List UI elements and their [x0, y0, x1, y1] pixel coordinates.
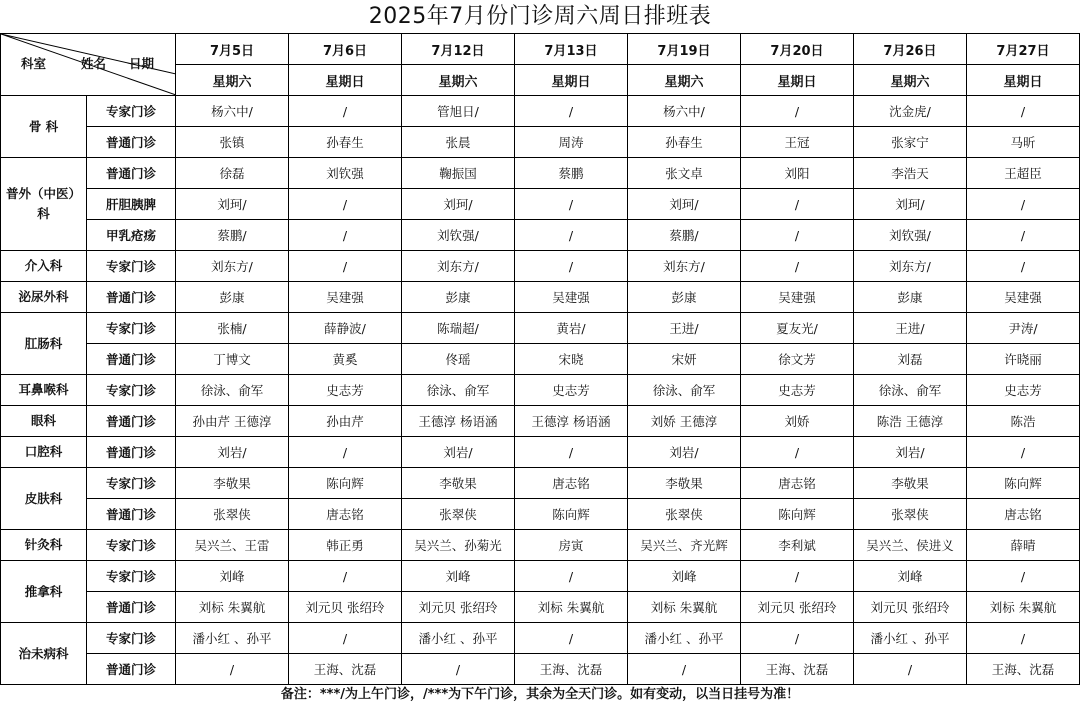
doctor-cell: 王海、沈磊 — [515, 654, 628, 685]
date-header: 7月27日 — [967, 34, 1080, 65]
doctor-cell: 史志芳 — [967, 375, 1080, 406]
table-row — [1, 251, 1080, 282]
doctor-cell: 王海、沈磊 — [289, 654, 402, 685]
doctor-cell: 薛静波/ — [289, 313, 402, 344]
clinic-type-cell: 专家门诊 — [87, 468, 176, 499]
doctor-cell: 韩正勇 — [289, 530, 402, 561]
department-cell: 耳鼻喉科 — [1, 375, 87, 406]
weekday-header: 星期六 — [628, 65, 741, 96]
doctor-cell: 史志芳 — [289, 375, 402, 406]
doctor-cell: 史志芳 — [741, 375, 854, 406]
doctor-cell: 尹涛/ — [967, 313, 1080, 344]
doctor-cell: 刘钦强/ — [402, 220, 515, 251]
doctor-cell: 徐磊 — [176, 158, 289, 189]
doctor-cell: 刘东方/ — [628, 251, 741, 282]
doctor-cell: 刘标 朱翼航 — [176, 592, 289, 623]
doctor-cell: 张家宁 — [854, 127, 967, 158]
doctor-cell: / — [515, 251, 628, 282]
doctor-cell: 李敬果 — [402, 468, 515, 499]
doctor-cell: / — [289, 220, 402, 251]
doctor-cell: 刘珂/ — [854, 189, 967, 220]
doctor-cell: 徐泳、俞军 — [628, 375, 741, 406]
weekday-header: 星期日 — [741, 65, 854, 96]
clinic-type-cell: 专家门诊 — [87, 561, 176, 592]
doctor-cell: 刘娇 王德淳 — [628, 406, 741, 437]
doctor-cell: 丁博文 — [176, 344, 289, 375]
doctor-cell: 张翠侠 — [402, 499, 515, 530]
doctor-cell: 彭康 — [628, 282, 741, 313]
weekday-header: 星期六 — [402, 65, 515, 96]
department-cell: 眼科 — [1, 406, 87, 437]
doctor-cell: 李利斌 — [741, 530, 854, 561]
doctor-cell: 李浩天 — [854, 158, 967, 189]
table-row — [1, 592, 1080, 623]
doctor-cell: 刘娇 — [741, 406, 854, 437]
doctor-cell: 陈向辉 — [515, 499, 628, 530]
weekday-header: 星期六 — [854, 65, 967, 96]
corner-date-label: 日期 — [129, 56, 155, 71]
table-row — [1, 468, 1080, 499]
date-header: 7月12日 — [402, 34, 515, 65]
doctor-cell: 王海、沈磊 — [741, 654, 854, 685]
doctor-cell: / — [741, 220, 854, 251]
doctor-cell: 张翠侠 — [854, 499, 967, 530]
department-cell: 治未病科 — [1, 623, 87, 685]
doctor-cell: 刘岩/ — [402, 437, 515, 468]
doctor-cell: 沈金虎/ — [854, 96, 967, 127]
doctor-cell: / — [628, 654, 741, 685]
clinic-type-cell: 普通门诊 — [87, 499, 176, 530]
doctor-cell: 刘阳 — [741, 158, 854, 189]
table-row — [1, 437, 1080, 468]
doctor-cell: 彭康 — [854, 282, 967, 313]
department-cell: 骨 科 — [1, 96, 87, 158]
corner-header — [1, 34, 176, 96]
doctor-cell: 刘东方/ — [854, 251, 967, 282]
doctor-cell: 陈向辉 — [741, 499, 854, 530]
doctor-cell: 刘东方/ — [402, 251, 515, 282]
doctor-cell: / — [967, 437, 1080, 468]
doctor-cell: 彭康 — [402, 282, 515, 313]
date-header: 7月20日 — [741, 34, 854, 65]
schedule-body — [1, 34, 1080, 685]
doctor-cell: 陈向辉 — [967, 468, 1080, 499]
doctor-cell: 吴兴兰、孙菊光 — [402, 530, 515, 561]
doctor-cell: 王海、沈磊 — [967, 654, 1080, 685]
doctor-cell: 蔡鹏 — [515, 158, 628, 189]
doctor-cell: / — [967, 623, 1080, 654]
doctor-cell: 陈浩 王德淳 — [854, 406, 967, 437]
doctor-cell: 宋妍 — [628, 344, 741, 375]
doctor-cell: 佟瑶 — [402, 344, 515, 375]
doctor-cell: 刘元贝 张绍玲 — [741, 592, 854, 623]
doctor-cell: / — [741, 623, 854, 654]
doctor-cell: / — [289, 189, 402, 220]
doctor-cell: 张楠/ — [176, 313, 289, 344]
weekday-header: 星期日 — [289, 65, 402, 96]
doctor-cell: 刘峰 — [402, 561, 515, 592]
doctor-cell: / — [741, 437, 854, 468]
doctor-cell: 刘元贝 张绍玲 — [402, 592, 515, 623]
doctor-cell: 鞠振国 — [402, 158, 515, 189]
corner-dept-label: 科室 — [21, 56, 47, 71]
doctor-cell: / — [289, 251, 402, 282]
doctor-cell: 唐志铭 — [967, 499, 1080, 530]
table-row — [1, 127, 1080, 158]
doctor-cell: 刘元贝 张绍玲 — [854, 592, 967, 623]
doctor-cell: / — [967, 96, 1080, 127]
doctor-cell: 杨六中/ — [176, 96, 289, 127]
department-cell: 介入科 — [1, 251, 87, 282]
header-row-dates — [1, 34, 1080, 65]
weekday-header: 星期六 — [176, 65, 289, 96]
doctor-cell: 刘峰 — [176, 561, 289, 592]
doctor-cell: 刘磊 — [854, 344, 967, 375]
table-row — [1, 220, 1080, 251]
doctor-cell: / — [289, 96, 402, 127]
doctor-cell: / — [967, 251, 1080, 282]
doctor-cell: 唐志铭 — [289, 499, 402, 530]
clinic-type-cell: 专家门诊 — [87, 623, 176, 654]
clinic-type-cell: 普通门诊 — [87, 437, 176, 468]
table-row — [1, 406, 1080, 437]
doctor-cell: 王超臣 — [967, 158, 1080, 189]
doctor-cell: 吴兴兰、王雷 — [176, 530, 289, 561]
doctor-cell: / — [741, 251, 854, 282]
doctor-cell: 徐泳、俞军 — [854, 375, 967, 406]
doctor-cell: 陈浩 — [967, 406, 1080, 437]
weekday-header: 星期日 — [967, 65, 1080, 96]
doctor-cell: / — [967, 561, 1080, 592]
doctor-cell: 潘小红 、孙平 — [176, 623, 289, 654]
page-title: 2025年7月份门诊周六周日排班表 — [368, 4, 712, 29]
doctor-cell: 史志芳 — [515, 375, 628, 406]
clinic-type-cell: 普通门诊 — [87, 344, 176, 375]
doctor-cell: 刘峰 — [628, 561, 741, 592]
table-row — [1, 654, 1080, 685]
doctor-cell: / — [854, 654, 967, 685]
doctor-cell: 薛晴 — [967, 530, 1080, 561]
doctor-cell: 刘岩/ — [854, 437, 967, 468]
clinic-type-cell: 普通门诊 — [87, 654, 176, 685]
doctor-cell: / — [515, 561, 628, 592]
doctor-cell: 陈瑞超/ — [402, 313, 515, 344]
clinic-type-cell: 普通门诊 — [87, 406, 176, 437]
doctor-cell: / — [967, 220, 1080, 251]
doctor-cell: 唐志铭 — [741, 468, 854, 499]
doctor-cell: / — [741, 189, 854, 220]
table-row — [1, 158, 1080, 189]
doctor-cell: 马昕 — [967, 127, 1080, 158]
date-header: 7月26日 — [854, 34, 967, 65]
doctor-cell: 王进/ — [628, 313, 741, 344]
doctor-cell: 张翠侠 — [176, 499, 289, 530]
doctor-cell: 吴建强 — [967, 282, 1080, 313]
doctor-cell: 夏友光/ — [741, 313, 854, 344]
clinic-type-cell: 普通门诊 — [87, 127, 176, 158]
table-row — [1, 189, 1080, 220]
clinic-type-cell: 专家门诊 — [87, 530, 176, 561]
doctor-cell: 许晓丽 — [967, 344, 1080, 375]
footnote: 备注：***/为上午门诊，/***为下午门诊，其余为全天门诊。如有变动，以当日挂号为准！ — [280, 687, 800, 702]
department-cell: 针灸科 — [1, 530, 87, 561]
table-row — [1, 313, 1080, 344]
doctor-cell: 吴兴兰、侯进义 — [854, 530, 967, 561]
clinic-type-cell: 专家门诊 — [87, 96, 176, 127]
doctor-cell: 杨六中/ — [628, 96, 741, 127]
doctor-cell: / — [741, 96, 854, 127]
doctor-cell: 张翠侠 — [628, 499, 741, 530]
doctor-cell: 潘小红 、孙平 — [402, 623, 515, 654]
clinic-type-cell: 专家门诊 — [87, 251, 176, 282]
table-row — [1, 561, 1080, 592]
doctor-cell: 潘小红 、孙平 — [628, 623, 741, 654]
doctor-cell: 吴兴兰、齐光辉 — [628, 530, 741, 561]
doctor-cell: 徐文芳 — [741, 344, 854, 375]
doctor-cell: / — [515, 96, 628, 127]
department-cell: 推拿科 — [1, 561, 87, 623]
doctor-cell: 徐泳、俞军 — [402, 375, 515, 406]
doctor-cell: 蔡鹏/ — [176, 220, 289, 251]
doctor-cell: 张镇 — [176, 127, 289, 158]
doctor-cell: 徐泳、俞军 — [176, 375, 289, 406]
doctor-cell: 刘标 朱翼航 — [515, 592, 628, 623]
doctor-cell: 吴建强 — [289, 282, 402, 313]
weekday-header: 星期日 — [515, 65, 628, 96]
doctor-cell: / — [515, 189, 628, 220]
doctor-cell: / — [289, 561, 402, 592]
department-cell: 肛肠科 — [1, 313, 87, 375]
corner-name-label: 姓名 — [81, 56, 107, 71]
clinic-type-cell: 专家门诊 — [87, 375, 176, 406]
doctor-cell: 刘珂/ — [176, 189, 289, 220]
doctor-cell: 陈向辉 — [289, 468, 402, 499]
doctor-cell: / — [515, 220, 628, 251]
table-row — [1, 96, 1080, 127]
doctor-cell: 黄奚 — [289, 344, 402, 375]
department-cell: 皮肤科 — [1, 468, 87, 530]
clinic-type-cell: 普通门诊 — [87, 158, 176, 189]
doctor-cell: 宋晓 — [515, 344, 628, 375]
doctor-cell: 孙春生 — [628, 127, 741, 158]
doctor-cell: / — [402, 654, 515, 685]
date-header: 7月6日 — [289, 34, 402, 65]
doctor-cell: 王冠 — [741, 127, 854, 158]
table-row — [1, 344, 1080, 375]
date-header: 7月19日 — [628, 34, 741, 65]
doctor-cell: 刘钦强 — [289, 158, 402, 189]
table-row — [1, 623, 1080, 654]
doctor-cell: 房寅 — [515, 530, 628, 561]
doctor-cell: 吴建强 — [741, 282, 854, 313]
doctor-cell: / — [741, 561, 854, 592]
doctor-cell: 黄岩/ — [515, 313, 628, 344]
doctor-cell: 刘标 朱翼航 — [628, 592, 741, 623]
department-cell: 泌尿外科 — [1, 282, 87, 313]
doctor-cell: 李敬果 — [854, 468, 967, 499]
doctor-cell: 张文卓 — [628, 158, 741, 189]
doctor-cell: 张晨 — [402, 127, 515, 158]
clinic-type-cell: 甲乳疮疡 — [87, 220, 176, 251]
doctor-cell: / — [289, 437, 402, 468]
doctor-cell: 刘岩/ — [628, 437, 741, 468]
clinic-type-cell: 普通门诊 — [87, 592, 176, 623]
doctor-cell: / — [289, 623, 402, 654]
clinic-type-cell: 肝胆胰脾 — [87, 189, 176, 220]
doctor-cell: 潘小红 、孙平 — [854, 623, 967, 654]
table-row — [1, 282, 1080, 313]
doctor-cell: 管旭日/ — [402, 96, 515, 127]
doctor-cell: 王德淳 杨语涵 — [402, 406, 515, 437]
doctor-cell: 李敬果 — [176, 468, 289, 499]
doctor-cell: 周涛 — [515, 127, 628, 158]
doctor-cell: 刘元贝 张绍玲 — [289, 592, 402, 623]
doctor-cell: 刘岩/ — [176, 437, 289, 468]
doctor-cell: 蔡鹏/ — [628, 220, 741, 251]
doctor-cell: 刘珂/ — [402, 189, 515, 220]
schedule-table — [0, 33, 1080, 685]
doctor-cell: / — [515, 437, 628, 468]
table-row — [1, 499, 1080, 530]
doctor-cell: 李敬果 — [628, 468, 741, 499]
table-row — [1, 375, 1080, 406]
date-header: 7月5日 — [176, 34, 289, 65]
clinic-type-cell: 普通门诊 — [87, 282, 176, 313]
doctor-cell: 刘钦强/ — [854, 220, 967, 251]
doctor-cell: / — [967, 189, 1080, 220]
doctor-cell: 彭康 — [176, 282, 289, 313]
doctor-cell: 唐志铭 — [515, 468, 628, 499]
doctor-cell: / — [176, 654, 289, 685]
doctor-cell: 孙由芹 — [289, 406, 402, 437]
doctor-cell: 孙春生 — [289, 127, 402, 158]
doctor-cell: / — [515, 623, 628, 654]
doctor-cell: 刘东方/ — [176, 251, 289, 282]
table-row — [1, 530, 1080, 561]
date-header: 7月13日 — [515, 34, 628, 65]
department-cell: 普外（中医）科 — [1, 158, 87, 251]
doctor-cell: 刘峰 — [854, 561, 967, 592]
doctor-cell: 王德淳 杨语涵 — [515, 406, 628, 437]
doctor-cell: 刘珂/ — [628, 189, 741, 220]
department-cell: 口腔科 — [1, 437, 87, 468]
doctor-cell: 吴建强 — [515, 282, 628, 313]
doctor-cell: 孙由芹 王德淳 — [176, 406, 289, 437]
doctor-cell: 王进/ — [854, 313, 967, 344]
doctor-cell: 刘标 朱翼航 — [967, 592, 1080, 623]
clinic-type-cell: 专家门诊 — [87, 313, 176, 344]
